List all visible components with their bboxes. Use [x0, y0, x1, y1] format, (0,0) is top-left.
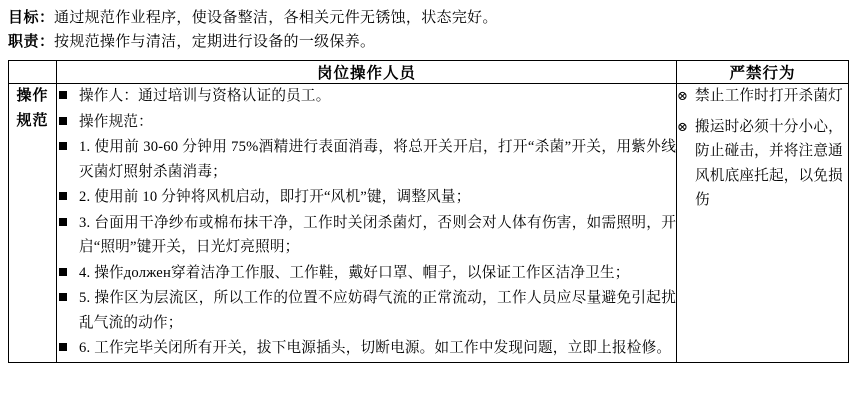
goal-text: 通过规范作业程序，使设备整洁，各相关元件无锈蚀，状态完好。 [54, 10, 498, 26]
operation-standard-table [8, 60, 849, 363]
list-item [57, 185, 676, 210]
goal-line [8, 6, 848, 30]
prohibition-bullet-icon: ⊗ [677, 88, 689, 103]
list-item-text: 5. 操作区为层流区，所以工作的位置不应妨碍气流的正常流动，工作人员应尽量避免引起扰乱气流的动作； [79, 290, 676, 331]
list-item [57, 84, 676, 109]
square-bullet-icon [59, 192, 67, 200]
duty-text: 按规范操作与清洁，定期进行设备的一级保养。 [54, 34, 376, 50]
square-bullet-icon [59, 343, 67, 351]
list-item-text: 1. 使用前 30-60 分钟用 75%酒精进行表面消毒，将总开关开启，打开“杀菌”开关，用紫外线灭菌灯照射杀菌消毒； [79, 139, 676, 180]
header-cell-forbidden: 严禁行为 [677, 61, 849, 84]
list-item [57, 261, 676, 286]
table-header-row [9, 61, 849, 84]
duty-line [8, 30, 848, 54]
list-item [677, 84, 848, 109]
row-label-operation-standard: 操作规范 [9, 84, 57, 363]
header-cell-blank [9, 61, 57, 84]
list-item-text: 禁止工作时打开杀菌灯 [695, 88, 843, 104]
list-item-text: 操作规范： [79, 113, 153, 130]
header-cell-operator: 岗位操作人员 [57, 61, 677, 84]
list-item [677, 115, 848, 213]
duty-colon: ： [39, 34, 55, 50]
list-item [57, 135, 676, 184]
square-bullet-icon [59, 268, 67, 276]
goal-label: 目标 [8, 10, 40, 26]
square-bullet-icon [59, 293, 67, 301]
list-item-text: 2. 使用前 10 分钟将风机启动，即打开“风机”键，调整风量； [79, 189, 471, 205]
list-item-text: 3. 台面用干净纱布或棉布抹干净，工作时关闭杀菌灯，否则会对人体有伤害，如需照明，开启“照明”键开关，日光灯亮照明； [79, 214, 676, 255]
list-item-text: 6. 工作完毕关闭所有开关，拔下电源插头，切断电源。如工作中发现问题，立即上报检修。 [79, 340, 672, 356]
list-item-text: 4. 操作должен穿着洁净工作服、工作鞋，戴好口罩、帽子，以保证工作区洁净卫生； [79, 264, 630, 281]
square-bullet-icon [59, 142, 67, 150]
list-item [57, 110, 676, 135]
list-item-text: 操作人：通过培训与资格认证的员工。 [79, 88, 331, 104]
list-item-text: 搬运时必须十分小心，防止碰击，并将注意通风机底座托起，以免损伤 [695, 118, 843, 208]
duty-label: 职责 [8, 34, 40, 50]
square-bullet-icon [59, 117, 67, 125]
prohibition-bullet-icon: ⊗ [677, 118, 689, 134]
forbidden-items-list [677, 84, 848, 213]
list-item [57, 211, 676, 260]
list-item [57, 286, 676, 335]
square-bullet-icon [59, 218, 67, 226]
header-section [8, 6, 848, 54]
forbidden-items-cell [677, 84, 849, 363]
goal-colon: ： [39, 10, 55, 26]
list-item [57, 336, 676, 361]
operator-items-list [57, 84, 676, 361]
square-bullet-icon [59, 91, 67, 99]
table-row [9, 84, 849, 363]
operator-items-cell [57, 84, 677, 363]
